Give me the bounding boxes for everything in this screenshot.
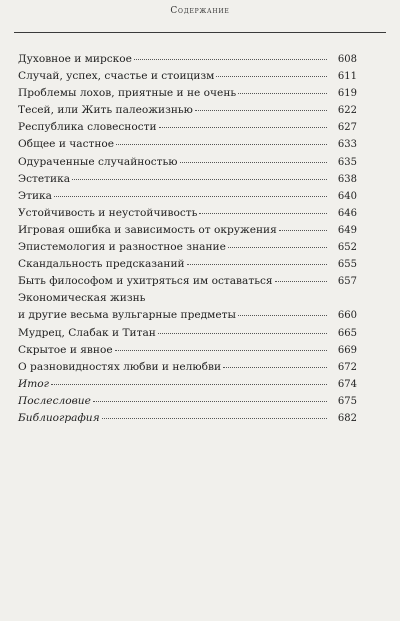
toc-entry-bibliography — [18, 410, 357, 427]
toc-entry-title: Экономическая жизнь — [18, 292, 146, 305]
toc-entry-epistemology — [18, 239, 357, 256]
toc-entry-page: 619 — [337, 88, 357, 100]
dot-leader — [279, 230, 327, 231]
toc-entry-page: 674 — [337, 378, 357, 390]
toc-entry-page: 640 — [337, 190, 357, 202]
toc-entry-afterword — [18, 393, 357, 410]
dot-leader — [238, 93, 327, 94]
dot-leader — [187, 264, 327, 265]
toc-entry-page: 682 — [337, 412, 357, 424]
toc-entry-page: 660 — [337, 310, 357, 322]
toc-entry-title: Библиография — [18, 411, 100, 424]
toc-entry-economic-life-line1 — [18, 290, 357, 307]
toc-entry-page: 665 — [337, 327, 357, 339]
toc-entry-page: 655 — [337, 259, 357, 271]
dot-leader — [54, 196, 327, 197]
toc-entry-title: Мудрец, Слабак и Титан — [18, 326, 156, 339]
toc-entry-page: 611 — [337, 71, 357, 83]
toc-entry-title: Быть философом и ухитряться им оставаться — [18, 275, 273, 288]
toc-entry-summary — [18, 376, 357, 393]
toc-entry-republic-of-letters — [18, 119, 357, 136]
dot-leader — [238, 315, 327, 316]
dot-leader — [275, 281, 327, 282]
toc-entry-title: Республика словесности — [18, 121, 157, 134]
toc-entry-title: Игровая ошибка и зависимость от окружения — [18, 223, 277, 236]
toc-entry-title: Проблемы лохов, приятные и не очень — [18, 87, 237, 100]
toc-entry-robustness — [18, 205, 357, 222]
toc-entry-page: 646 — [337, 207, 357, 219]
toc-entry-title: Этика — [18, 189, 52, 202]
toc-entry-title: Эпистемология и разностное знание — [18, 241, 226, 254]
toc-entry-ethics — [18, 188, 357, 205]
dot-leader — [116, 144, 327, 145]
dot-leader — [158, 333, 327, 334]
toc-entry-fooled-by-randomness — [18, 154, 357, 171]
toc-entry-title: Тесей, или Жить палеожизнью — [18, 104, 193, 117]
dot-leader — [102, 418, 327, 419]
dot-leader — [180, 162, 327, 163]
toc-entry-universal-and-particular — [18, 136, 357, 153]
dot-leader — [93, 401, 327, 402]
toc-entry-title: Устойчивость и неустойчивость — [18, 206, 198, 219]
toc-entry-title: Случай, успех, счастье и стоицизм — [18, 70, 215, 83]
toc-entry-aesthetics — [18, 171, 357, 188]
toc-entry-page: 622 — [337, 105, 357, 117]
toc-entry-theseus — [18, 102, 357, 119]
dot-leader — [115, 350, 327, 351]
dot-leader — [159, 127, 327, 128]
table-of-contents — [18, 51, 357, 427]
toc-entry-title: Послесловие — [18, 394, 91, 407]
dot-leader — [199, 213, 327, 214]
toc-entry-page: 627 — [337, 122, 357, 134]
toc-entry-page: 608 — [337, 54, 357, 65]
toc-entry-page: 638 — [337, 173, 357, 185]
dot-leader — [216, 76, 327, 77]
toc-entry-title: Итог — [18, 377, 50, 390]
toc-entry-page: 635 — [337, 156, 357, 168]
toc-entry-sage-weak-titan — [18, 325, 357, 342]
toc-entry-title: Скандальность предсказаний — [18, 258, 185, 271]
toc-entry-title: Общее и частное — [18, 138, 115, 151]
toc-entry-page: 633 — [337, 139, 357, 151]
dot-leader — [134, 59, 327, 60]
toc-entry-page: 657 — [337, 276, 357, 288]
toc-entry-page: 675 — [337, 395, 357, 407]
header-rule — [14, 32, 386, 33]
toc-entry-love-and-nonlove — [18, 359, 357, 376]
toc-entry-spiritual-and-worldly — [18, 51, 357, 68]
toc-entry-title: О разновидностях любви и нелюбви — [18, 360, 222, 373]
toc-entry-page: 652 — [337, 242, 357, 254]
toc-entry-page: 672 — [337, 361, 357, 373]
toc-entry-page: 649 — [337, 224, 357, 236]
toc-entry-title: Скрытое и явное — [18, 343, 113, 356]
toc-entry-chance-success-stoicism — [18, 68, 357, 85]
toc-entry-page: 669 — [337, 344, 357, 356]
dot-leader — [51, 384, 327, 385]
dot-leader — [72, 179, 327, 180]
dot-leader — [195, 110, 327, 111]
dot-leader — [228, 247, 327, 248]
toc-entry-hidden-and-visible — [18, 342, 357, 359]
dot-leader — [223, 367, 327, 368]
toc-entry-title: Одураченные случайностью — [18, 155, 178, 168]
toc-entry-sucker-problems — [18, 85, 357, 102]
toc-entry-scandal-of-prediction — [18, 256, 357, 273]
toc-entry-ludic-fallacy — [18, 222, 357, 239]
toc-entry-title: и другие весьма вульгарные предметы — [18, 309, 236, 322]
toc-entry-title: Духовное и мирское — [18, 53, 132, 65]
toc-entry-economic-life-line2 — [18, 307, 357, 324]
toc-entry-title: Эстетика — [18, 172, 71, 185]
running-head: Содержание — [170, 6, 230, 16]
toc-entry-being-a-philosopher — [18, 273, 357, 290]
